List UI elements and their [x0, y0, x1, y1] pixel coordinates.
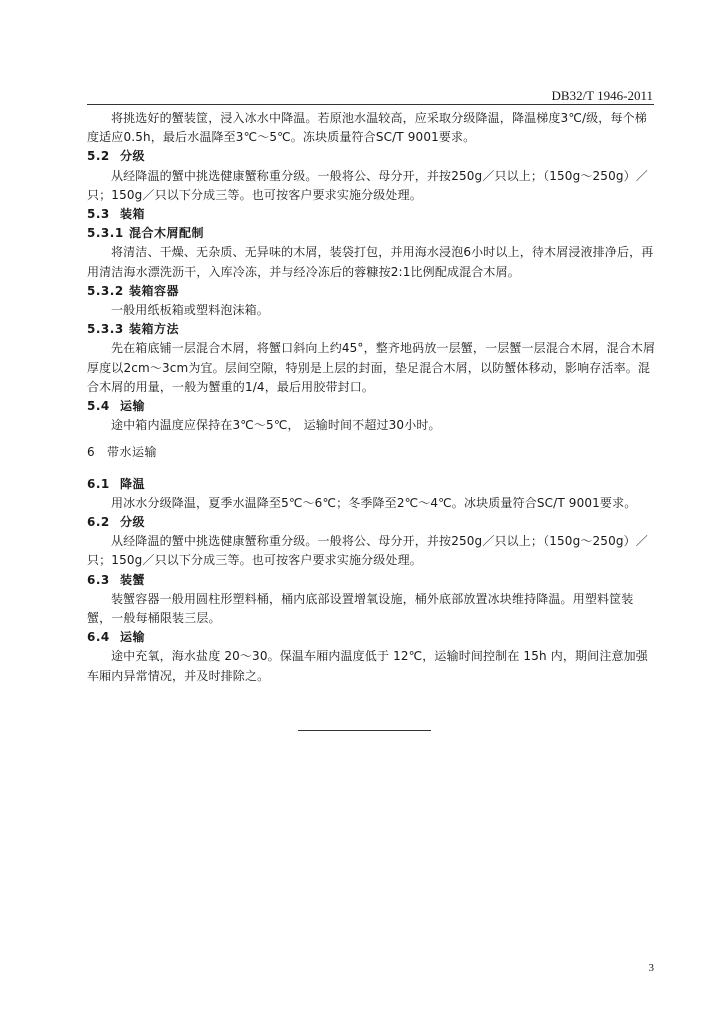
section-number: 5.2	[87, 149, 110, 164]
section-title: 混合木屑配制	[129, 226, 205, 241]
paragraph: 用冰水分级降温，夏季水温降至5℃～6℃；冬季降至2℃～4℃。冰块质量符合SC/T 9001要求。	[111, 495, 637, 510]
section-number: 6	[87, 445, 96, 460]
section-number: 5.3	[87, 207, 110, 222]
paragraph: 途中充氧，海水盐度 20～30。保温车厢内温度低于 12℃，运输时间控制在 15h 内，期间注意加强车厢内异常情况，并及时排除之。	[87, 649, 648, 683]
standard-code: DB32/T 1946-2011	[551, 88, 653, 103]
section-heading	[87, 147, 656, 166]
section-heading	[87, 397, 656, 416]
paragraph: 途中箱内温度应保持在3℃～5℃， 运输时间不超过30小时。	[111, 418, 441, 433]
section-heading	[87, 205, 656, 224]
paragraph: 从经降温的蟹中挑选健康蟹称重分级。一般将公、母分开，并按250g／只以上；（150g～250g）／只；150g／只以下分成三等。也可按客户要求实施分级处理。	[87, 534, 648, 568]
section-title: 装蟹	[120, 572, 146, 587]
section-title: 降温	[120, 476, 146, 491]
paragraph: 装蟹容器一般用圆柱形塑料桶，桶内底部设置增氧设施，桶外底部放置冰块维持降温。用塑料筐装蟹，一般每桶限装三层。	[87, 591, 634, 626]
section-title: 运输	[120, 630, 146, 645]
page-number: 3	[648, 962, 654, 974]
section-heading	[87, 443, 656, 462]
paragraph: 一般用纸板箱或塑料泡沫箱。	[111, 303, 269, 318]
section-number: 5.3.2	[87, 283, 124, 298]
section-title: 装箱	[120, 207, 146, 222]
section-title: 装箱容器	[129, 283, 180, 298]
section-number: 5.4	[87, 399, 110, 414]
paragraph: 将挑选好的蟹装筐，浸入冰水中降温。若原池水温较高，应采取分级降温，降温梯度3℃/级，每个梯度适应0.5h，最后水温降至3℃～5℃。冻块质量符合SC/T 9001要求。	[87, 111, 647, 145]
section-heading	[87, 628, 656, 647]
section-heading	[87, 571, 656, 590]
section-heading	[87, 475, 656, 494]
section-title: 运输	[120, 399, 146, 414]
section-number: 5.3.1	[87, 226, 124, 241]
section-title: 分级	[120, 515, 146, 530]
end-divider	[298, 730, 431, 731]
section-number: 5.3.3	[87, 322, 124, 337]
paragraph: 从经降温的蟹中挑选健康蟹称重分级。一般将公、母分开，并按250g／只以上；（150g～250g）／只；150g／只以下分成三等。也可按客户要求实施分级处理。	[87, 168, 648, 202]
section-heading	[87, 282, 656, 301]
section-title: 分级	[120, 149, 146, 164]
section-number: 6.3	[87, 572, 110, 587]
section-title: 装箱方法	[129, 322, 180, 337]
section-number: 6.2	[87, 515, 110, 530]
section-heading	[87, 224, 656, 243]
section-number: 6.1	[87, 476, 110, 491]
header-rule	[87, 104, 654, 105]
section-heading	[87, 320, 656, 339]
section-heading	[87, 513, 656, 532]
paragraph: 将清洁、干燥、无杂质、无异味的木屑，装袋打包，并用海水浸泡6小时以上，待木屑浸液排净后，再用清洁海水漂洗沥干，入库冷冻，并与经冷冻后的蓉糠按2:1比例配成混合木屑。	[87, 245, 654, 279]
section-number: 6.4	[87, 630, 110, 645]
paragraph: 先在箱底铺一层混合木屑，将蟹口斜向上约45°，整齐地码放一层蟹，一层蟹一层混合木屑，混合木屑厚度以2cm～3cm为宜。层间空隙，特别是上层的封面，垫足混合木屑，以防蟹体移动，影响存活率。混合木屑的用量，一般为蟹重的1/4，最后用胶带封口。	[87, 341, 656, 394]
section-title: 带水运输	[107, 445, 158, 460]
document-body	[87, 109, 656, 686]
